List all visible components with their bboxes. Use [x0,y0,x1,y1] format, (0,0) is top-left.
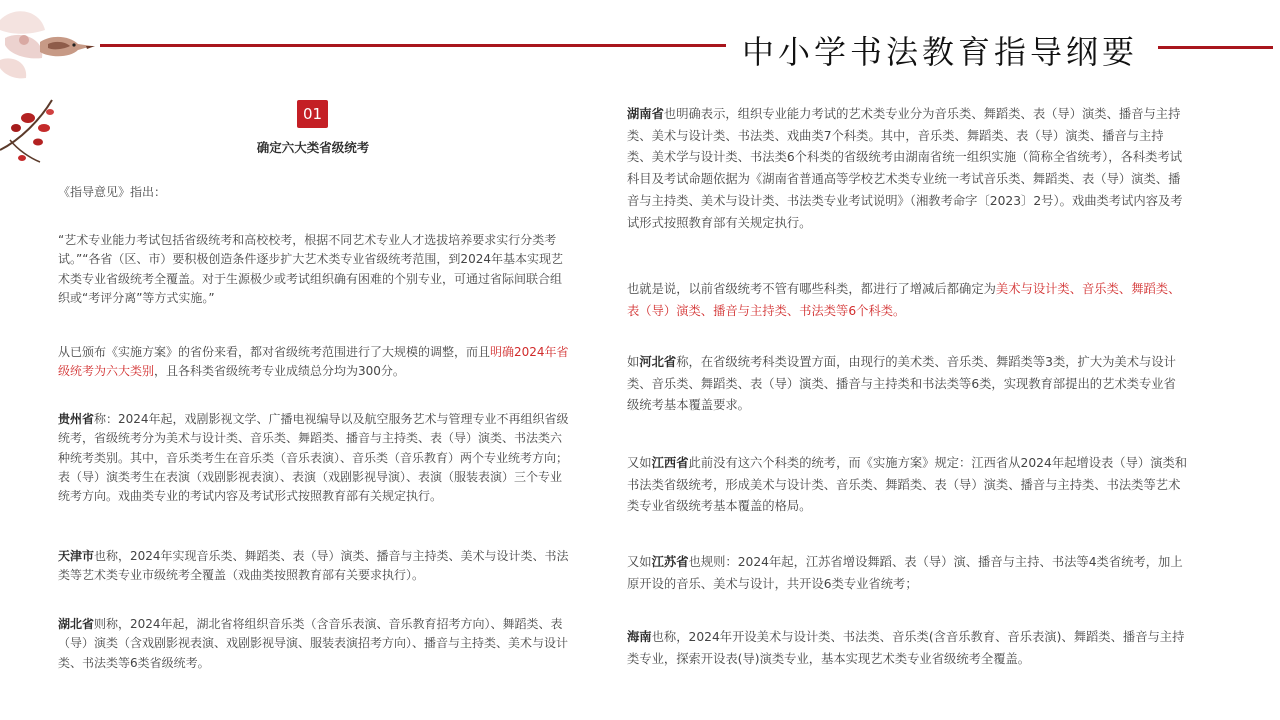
left-paragraph-2 [58,231,570,308]
left-paragraph-guizhou [58,410,570,506]
paragraph-text: 也就是说，以前省级统考不管有哪些科类，都进行了增减后都确定为 [627,282,996,296]
paragraph-text: 《指导意见》指出： [58,185,167,199]
paragraph-text: 称，在省级统考科类设置方面，由现行的美术类、音乐类、舞蹈类等3类，扩大为美术与设计类、音乐类、舞蹈类、表（导）演类、播音与主持类和书法类等6类，实现教育部提出的艺术类专业省级统考基本覆盖要求。 [627,355,1176,413]
paragraph-text: 又如 [627,456,652,470]
province-name: 天津市 [58,549,95,563]
province-name: 海南 [627,630,652,644]
left-paragraph-hubei [58,615,570,673]
province-name: 江西省 [651,456,689,470]
right-paragraph-hebei [627,352,1188,417]
left-paragraph-tianjin [58,547,570,586]
paragraph-text: 也规则：2024年起，江苏省增设舞蹈、表（导）演、播音与主持、书法等4类省统考，加上原开设的音乐、美术与设计，共开设6类专业省统考； [627,555,1183,591]
right-paragraph-summary [627,279,1188,322]
paragraph-text: 如 [627,355,640,369]
page-title: 中小学书法教育指导纲要 [742,33,1139,71]
paragraph-text: 也明确表示，组织专业能力考试的艺术类专业分为音乐类、舞蹈类、表（导）演类、播音与主持类、美术与设计类、书法类、戏曲类7个科类。其中，音乐类、舞蹈类、表（导）演类、播音与主持类、美术学与设计类、书法类6个科类的省级统考由湖南省统一组织实施（简称全省统考），各科类考试科目及考试命题依据为《湖南省普通高等学校艺术类专业统一考试音乐类、舞蹈类、表（导）演类、播音与主持类、美术与设计类、书法类专业考试说明》（湘教考命字〔2023〕2号）。戏曲类考试内容及考试形式按照教育部有关规定执行。 [627,107,1183,230]
paragraph-text: 称：2024年起，戏剧影视文学、广播电视编导以及航空服务艺术与管理专业不再组织省级统考，省级统考分为美术与设计类、音乐类、舞蹈类、播音与主持类、表（导）演类、书法类六种统考类别。其中，音乐类考生在音乐类（音乐表演）、音乐类（音乐教育）两个专业统考方向；表（导）演类考生在表演（戏剧影视表演）、表演（戏剧影视导演）、表演（服装表演）三个专业统考方向。戏曲类专业的考试内容及考试形式按照教育部有关规定执行。 [58,412,569,504]
paragraph-text: 此前没有这六个科类的统考，而《实施方案》规定：江西省从2024年起增设表（导）演类和书法类省级统考，形成美术与设计类、音乐类、舞蹈类、表（导）演类、播音与主持类、书法类等艺术类专业省级统考基本覆盖的格局。 [627,456,1188,514]
province-name: 湖南省 [627,107,664,121]
paragraph-text: “艺术专业能力考试包括省级统考和高校校考，根据不同艺术专业人才选拔培养要求实行分类考试。”“各省（区、市）要积极创造条件逐步扩大艺术类专业省级统考范围，到2024年基本实现艺术类专业省级统考全覆盖。对于生源极少或考试组织确有困难的个别专业，可通过省际间联合组织或“考评分离”等方式实施。” [58,233,563,305]
province-name: 河北省 [639,355,677,369]
left-paragraph-1 [58,183,570,202]
section-number-badge: 01 [297,100,328,128]
right-paragraph-hainan [627,627,1188,670]
left-paragraph-3 [58,343,570,382]
paragraph-text: ，且各科类省级统考专业成绩总分均为300分。 [154,364,405,379]
header-rule-left [100,44,726,47]
section-title: 确定六大类省级统考 [256,140,370,155]
paragraph-text: 又如 [627,555,652,569]
province-name: 贵州省 [58,412,95,426]
province-name: 江苏省 [651,555,689,569]
paragraph-text: 则称，2024年起，湖北省将组织音乐类（含音乐表演、音乐教育招考方向）、舞蹈类、表（导）演类（含戏剧影视表演、戏剧影视导演、服装表演招考方向）、播音与主持类、美术与设计类、书法类等6类省级统考。 [58,617,569,670]
paragraph-text: 从已颁布《实施方案》的省份来看，都对省级统考范围进行了大规模的调整，而且 [58,345,491,359]
header-rule-right [1158,46,1273,49]
highlight-text: 美术与设计类、音乐类、舞蹈类、表（导）演类、播音与主持类、书法类等6个科类。 [627,282,1181,318]
flower-bird-icon [0,0,110,170]
province-name: 湖北省 [58,617,95,631]
right-paragraph-jiangsu [627,552,1188,595]
paragraph-text: 也称，2024年开设美术与设计类、书法类、音乐类(含音乐教育、音乐表演)、舞蹈类、播音与主持类专业，探索开设表(导)演类专业，基本实现艺术类专业省级统考全覆盖。 [627,630,1185,666]
right-paragraph-jiangxi [627,453,1188,518]
right-paragraph-hunan [627,104,1188,234]
paragraph-text: 也称，2024年实现音乐类、舞蹈类、表（导）演类、播音与主持类、美术与设计类、书法类等艺术类专业市级统考全覆盖（戏曲类按照教育部有关要求执行）。 [58,549,569,583]
highlight-text: 明确2024年省级统考为六大类别 [58,345,569,379]
